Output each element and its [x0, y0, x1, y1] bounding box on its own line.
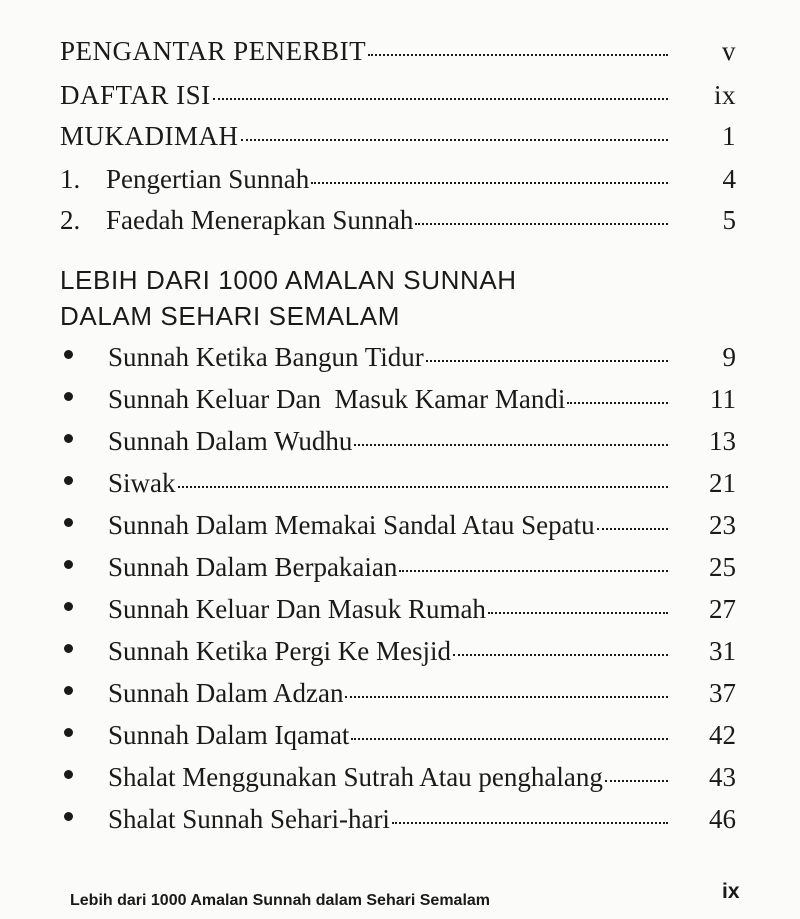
entry-page: v [722, 36, 736, 66]
toc-entry[interactable] [60, 678, 736, 709]
leader-dots [311, 182, 668, 184]
leader-dots [178, 486, 669, 488]
bullet-icon [60, 598, 108, 618]
entry-number: 2. [60, 205, 81, 235]
entry-title: PENGANTAR PENERBIT [60, 36, 367, 66]
entry-page: 9 [722, 342, 736, 372]
section-heading-line2: DALAM SEHARI SEMALAM [60, 301, 400, 331]
toc-entry[interactable] [60, 636, 736, 667]
leader-dots [426, 360, 668, 362]
toc-entry[interactable] [60, 552, 736, 583]
leader-dots [368, 54, 668, 56]
entry-title: Sunnah Dalam Wudhu [108, 426, 353, 456]
toc-entry[interactable] [60, 164, 736, 195]
leader-dots [392, 822, 668, 824]
toc-entry[interactable] [60, 762, 736, 793]
toc-entry[interactable] [60, 384, 736, 415]
entry-page: 13 [709, 426, 736, 456]
entry-page: 42 [709, 720, 736, 750]
entry-page: 23 [709, 510, 736, 540]
leader-dots [453, 654, 668, 656]
leader-dots [213, 98, 668, 100]
leader-dots [415, 223, 668, 225]
entry-title: Shalat Sunnah Sehari-hari [108, 804, 390, 834]
toc-entry[interactable] [60, 426, 736, 457]
bullet-icon [60, 808, 108, 828]
toc-entry[interactable] [60, 468, 736, 499]
bullet-icon [60, 682, 108, 702]
entry-page: 21 [709, 468, 736, 498]
entry-title: Sunnah Keluar Dan Masuk Kamar Mandi [108, 384, 566, 414]
entry-page: 11 [710, 384, 736, 414]
entry-page: 46 [709, 804, 736, 834]
entry-title: Faedah Menerapkan Sunnah [106, 205, 414, 235]
entry-title: Pengertian Sunnah [106, 164, 310, 194]
leader-dots [351, 738, 668, 740]
entry-title: Sunnah Dalam Adzan [108, 678, 344, 708]
entry-title: Sunnah Keluar Dan Masuk Rumah [108, 594, 486, 624]
leader-dots [597, 528, 668, 530]
entry-page: 31 [709, 636, 736, 666]
entry-page: 25 [709, 552, 736, 582]
leader-dots [354, 444, 668, 446]
entry-title: DAFTAR ISI [60, 80, 211, 110]
toc-entry[interactable] [60, 804, 736, 835]
entry-page: ix [713, 80, 736, 110]
entry-number: 1. [60, 164, 81, 194]
entry-title: Sunnah Dalam Iqamat [108, 720, 350, 750]
toc-entry[interactable] [60, 80, 736, 111]
toc-entry[interactable] [60, 510, 736, 541]
entry-page: 27 [709, 594, 736, 624]
entry-page: 5 [722, 205, 736, 235]
entry-page: 1 [722, 121, 736, 151]
leader-dots [399, 570, 668, 572]
leader-dots [567, 402, 668, 404]
bullet-icon [60, 640, 108, 660]
bullet-icon [60, 556, 108, 576]
bullet-icon [60, 430, 108, 450]
bullet-icon [60, 724, 108, 744]
leader-dots [345, 696, 668, 698]
entry-title: Sunnah Ketika Bangun Tidur [108, 342, 424, 372]
section-heading [60, 262, 680, 334]
bullet-icon [60, 472, 108, 492]
running-footer: Lebih dari 1000 Amalan Sunnah dalam Sehari Semalam [70, 892, 491, 909]
entry-title: Sunnah Ketika Pergi Ke Mesjid [108, 636, 451, 666]
bullet-icon [60, 388, 108, 408]
leader-dots [488, 612, 668, 614]
section-heading-line1: LEBIH DARI 1000 AMALAN SUNNAH [60, 265, 517, 295]
toc-entry[interactable] [60, 205, 736, 236]
bullet-icon [60, 766, 108, 786]
leader-dots [241, 139, 669, 141]
entry-page: 43 [709, 762, 736, 792]
bullet-icon [60, 346, 108, 366]
leader-dots [605, 780, 668, 782]
toc-entry[interactable] [60, 36, 736, 67]
entry-title: Siwak [108, 468, 176, 498]
entry-title: Shalat Menggunakan Sutrah Atau penghalang [108, 762, 603, 792]
page-folio: ix [722, 880, 740, 903]
toc-entry[interactable] [60, 121, 736, 152]
entry-page: 4 [722, 164, 736, 194]
entry-title: Sunnah Dalam Memakai Sandal Atau Sepatu [108, 510, 595, 540]
toc-entry[interactable] [60, 342, 736, 373]
toc-entry[interactable] [60, 594, 736, 625]
entry-title: MUKADIMAH [60, 121, 239, 151]
entry-page: 37 [709, 678, 736, 708]
bullet-icon [60, 514, 108, 534]
toc-entry[interactable] [60, 720, 736, 751]
entry-title: Sunnah Dalam Berpakaian [108, 552, 398, 582]
